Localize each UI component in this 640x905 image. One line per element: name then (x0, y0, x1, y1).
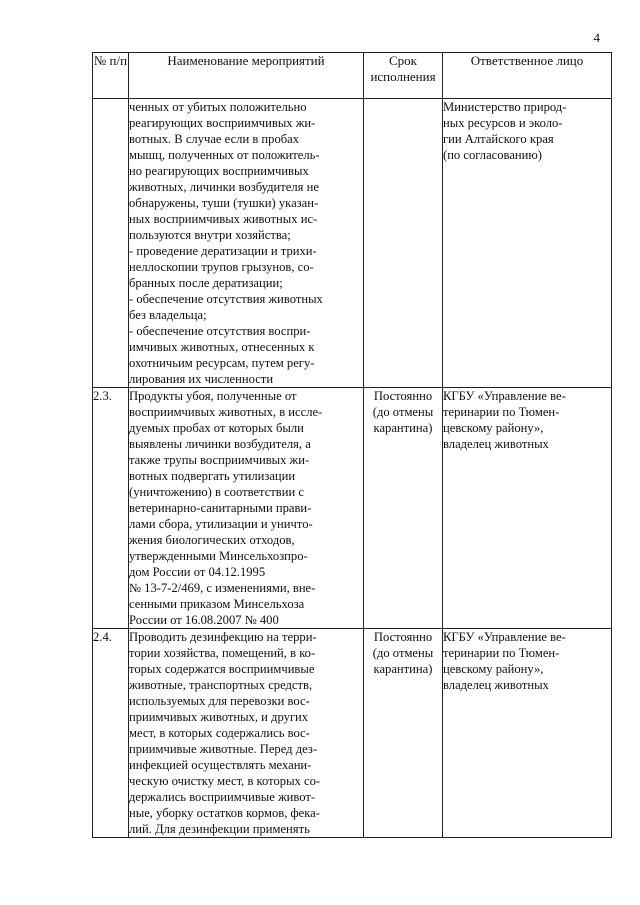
responsible-text-line: теринарии по Тюмен- (443, 646, 560, 660)
responsible-text (443, 388, 611, 452)
deadline-text-line: карантина) (373, 662, 433, 676)
measure-text-line: ные, уборку остатков кормов, фека- (129, 806, 320, 820)
row-number (93, 99, 129, 388)
table-row (93, 629, 612, 838)
table-row (93, 99, 612, 388)
responsible-text-line: (по согласованию) (443, 148, 543, 162)
measure-text-line: инфекцией осуществлять механи- (129, 758, 312, 772)
deadline-text-line: карантина) (373, 421, 433, 435)
responsible-cell (443, 629, 612, 838)
measure-text-line: животные, транспортных средств, (129, 678, 313, 692)
measure-text-line: Проводить дезинфекцию на терри- (129, 630, 317, 644)
page-number: 4 (593, 30, 600, 45)
measure-text-line: без владельца; (129, 308, 207, 322)
measure-text-line: неллоскопии трупов грызунов, со- (129, 260, 314, 274)
measures-table (92, 52, 612, 838)
responsible-text-line: КГБУ «Управление ве- (443, 389, 566, 403)
measure-text-line: № 13-7-2/469, с изменениями, вне- (129, 581, 316, 595)
measure-text-line: - обеспечение отсутствия воспри- (129, 324, 311, 338)
responsible-cell (443, 388, 612, 629)
measure-text-line: лирования их численности (129, 372, 274, 386)
deadline-text-line: Постоянно (373, 389, 433, 403)
header-number: № п/п (93, 53, 129, 99)
measure-text-line: охотничьим ресурсам, путем регу- (129, 356, 315, 370)
header-responsible: Ответственное лицо (443, 53, 612, 99)
measure-text-line: восприимчивых животных, в иссле- (129, 405, 323, 419)
measure-text-line: Продукты убоя, полученные от (129, 389, 297, 403)
measure-text-line: используемых для перевозки вос- (129, 694, 310, 708)
measure-text-line: (уничтожению) в соответствии с (129, 485, 304, 499)
measure-text-line: дуемых пробах от которых были (129, 421, 304, 435)
measure-text-line: дом России от 04.12.1995 (129, 565, 266, 579)
measure-text-line: утвержденными Минсельхозпро- (129, 549, 308, 563)
measure-text-line: ченных от убитых положительно (129, 100, 307, 114)
measure-text-line: также трупы восприимчивых жи- (129, 453, 310, 467)
measure-description (129, 629, 364, 838)
measure-text-line: жения биологических отходов, (129, 533, 295, 547)
measure-text-line: тории хозяйства, помещений, в ко- (129, 646, 316, 660)
measure-text-line: держались восприимчивые живот- (129, 790, 316, 804)
measure-text-line: лами сбора, утилизации и уничто- (129, 517, 313, 531)
responsible-text-line: цевскому району», (443, 421, 544, 435)
deadline-cell (364, 388, 443, 629)
responsible-text-line: владелец животных (443, 678, 549, 692)
table-header-row (93, 53, 612, 99)
deadline-text-line: Постоянно (373, 630, 433, 644)
measure-text-line: выявлены личинки возбудителя, а (129, 437, 311, 451)
responsible-text (443, 99, 611, 164)
measure-text-line: ных восприимчивых животных ис- (129, 212, 318, 226)
measure-text-line: но реагирующих восприимчивых (129, 164, 309, 178)
measure-text-line: имчивых животных, отнесенных к (129, 340, 315, 354)
responsible-text (443, 629, 611, 693)
measure-text-line: лий. Для дезинфекции применять (129, 822, 310, 836)
responsible-text-line: Министерство природ- (443, 100, 567, 114)
responsible-text-line: теринарии по Тюмен- (443, 405, 560, 419)
measure-description (129, 388, 364, 629)
measure-text-line: России от 16.08.2007 № 400 (129, 613, 279, 627)
measure-text-line: сенными приказом Минсельхоза (129, 597, 305, 611)
row-number: 2.4. (93, 629, 129, 838)
measure-text-line: ветеринарно-санитарными прави- (129, 501, 312, 515)
measure-text-line: животных, личинки возбудителя не (129, 180, 319, 194)
measure-text-line: - обеспечение отсутствия животных (129, 292, 323, 306)
header-measure-name: Наименование мероприятий (129, 53, 364, 99)
measure-text-line: вотных подвергать утилизации (129, 469, 296, 483)
measure-text-line: приимчивых животных, и других (129, 710, 309, 724)
measure-text-line: мест, в которых содержались вос- (129, 726, 310, 740)
measure-text-line: реагирующих восприимчивых жи- (129, 116, 316, 130)
responsible-text-line: ных ресурсов и эколо- (443, 116, 563, 130)
responsible-text-line: гии Алтайского края (443, 132, 554, 146)
measure-description (129, 99, 364, 388)
measure-text-line: торых содержатся восприимчивые (129, 662, 315, 676)
responsible-text-line: цевскому району», (443, 662, 544, 676)
deadline-text-line: (до отмены (372, 405, 434, 419)
row-number: 2.3. (93, 388, 129, 629)
measure-text-line: пользуются внутри хозяйства; (129, 228, 291, 242)
measure-text-line: ческую очистку мест, в которых со- (129, 774, 321, 788)
measure-text-line: мышц, полученных от положитель- (129, 148, 320, 162)
measure-text-line: - проведение дератизации и трихи- (129, 244, 317, 258)
header-deadline: Срок исполнения (364, 53, 443, 99)
measure-text-line: обнаружены, туши (тушки) указан- (129, 196, 319, 210)
deadline-cell (364, 629, 443, 838)
measure-text-line: вотных. В случае если в пробах (129, 132, 300, 146)
responsible-text-line: КГБУ «Управление ве- (443, 630, 566, 644)
deadline-text-line: (до отмены (372, 646, 434, 660)
measure-text-line: бранных после дератизации; (129, 276, 283, 290)
deadline-cell (364, 99, 443, 388)
table-row (93, 388, 612, 629)
responsible-text-line: владелец животных (443, 437, 549, 451)
measure-text-line: приимчивые животные. Перед дез- (129, 742, 318, 756)
responsible-cell (443, 99, 612, 388)
